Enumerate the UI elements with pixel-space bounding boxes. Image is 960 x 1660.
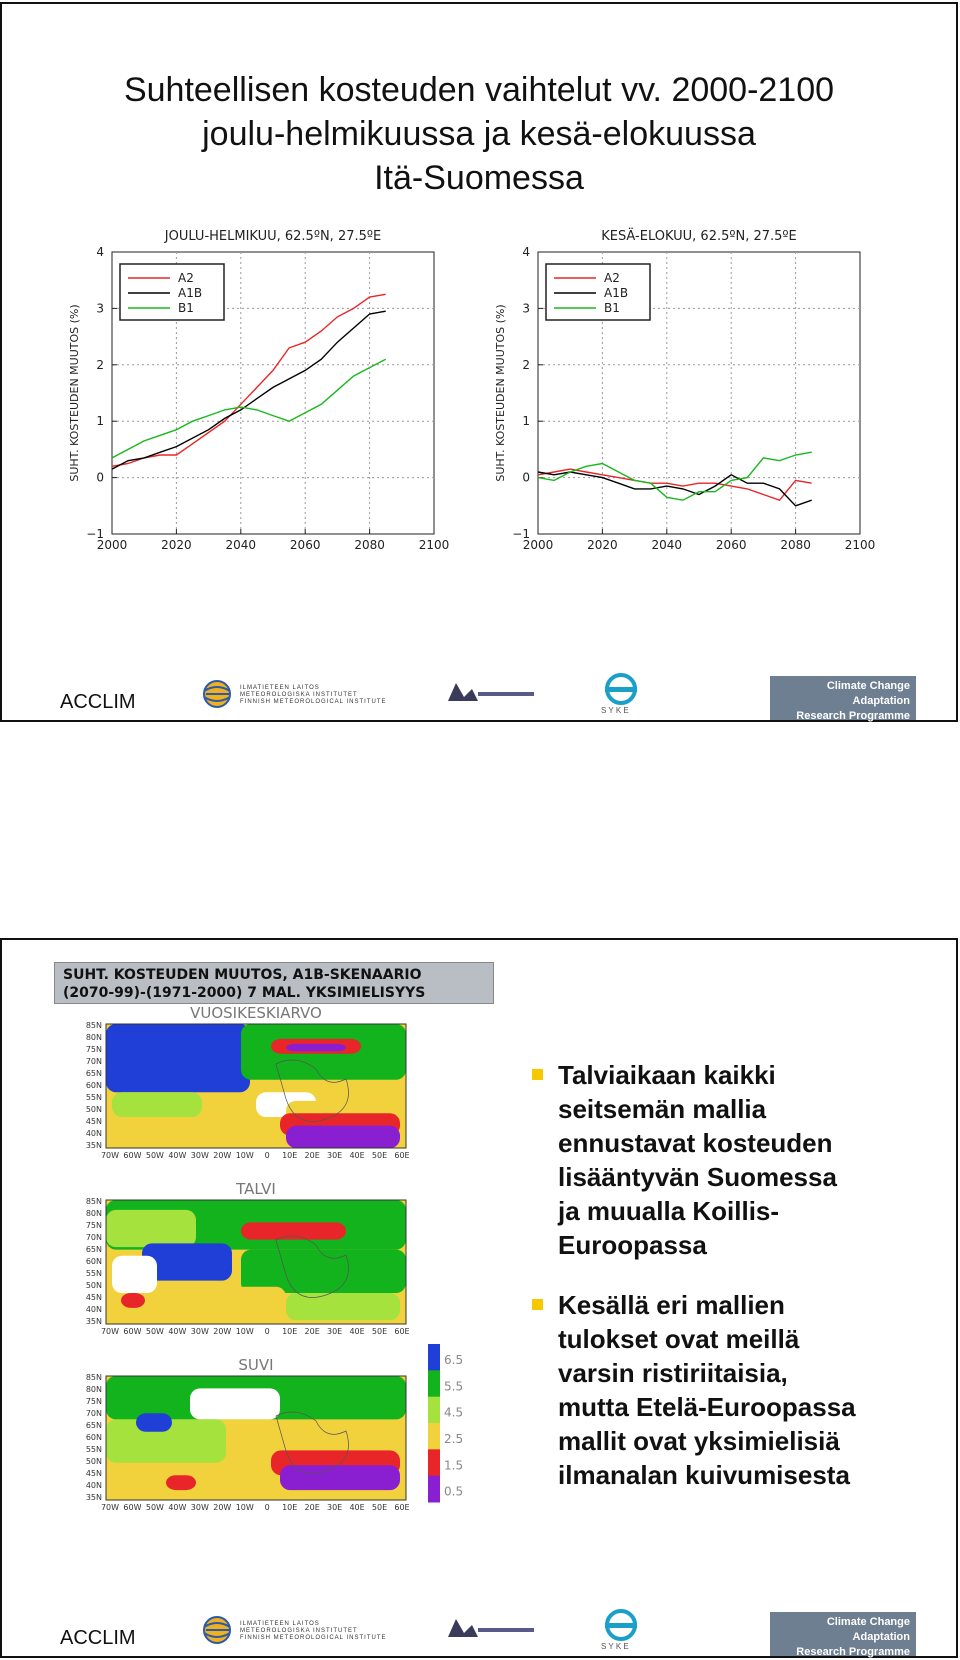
y-tick-label: 2 [522, 357, 530, 372]
legend-label: A1B [178, 286, 203, 300]
lon-label: 30E [326, 1151, 343, 1160]
x-tick-label: 2100 [418, 538, 450, 552]
lon-label: 60W [123, 1327, 142, 1336]
map-region [112, 1092, 202, 1117]
fmi-line-3: FINNISH METEOROLOGICAL INSTITUTE [240, 1635, 387, 1641]
lon-label: 30E [326, 1503, 343, 1512]
university-logo [442, 679, 542, 712]
map-panel-title: VUOSIKESKIARVO [190, 1004, 322, 1022]
map-panel-title: SUVI [238, 1356, 274, 1374]
legend-box [546, 264, 650, 320]
fmi-logo-icon [202, 679, 238, 709]
bullet-square-icon [532, 1299, 543, 1310]
y-tick-label: 2 [96, 357, 104, 372]
lon-label: 20W [213, 1327, 232, 1336]
x-tick-label: 2020 [587, 538, 618, 552]
lon-label: 50E [371, 1327, 388, 1336]
x-tick-label: 2020 [161, 538, 192, 552]
lon-label: 60E [394, 1503, 410, 1512]
lon-label: 50W [145, 1327, 164, 1336]
map-header-line-1: SUHT. KOSTEUDEN MUUTOS, A1B-SKENAARIO [63, 967, 422, 983]
fmi-line-3: FINNISH METEOROLOGICAL INSTITUTE [240, 699, 387, 705]
y-tick-label: 0 [96, 470, 104, 485]
lon-label: 20W [213, 1503, 232, 1512]
footer-acclim-label: ACCLIM [60, 1627, 136, 1649]
lon-label: 50W [145, 1503, 164, 1512]
map-panel-title: TALVI [236, 1180, 276, 1198]
lat-label: 60N [85, 1257, 102, 1266]
syke-logo [597, 673, 647, 720]
syke-logo-icon [597, 673, 647, 715]
map-header-line-2: (2070-99)-(1971-2000) 7 MAL. YKSIMIELISYYS [63, 985, 426, 1001]
lat-label: 85N [85, 1021, 102, 1030]
x-tick-label: 2080 [354, 538, 385, 552]
lon-label: 10E [282, 1151, 298, 1160]
x-tick-label: 2040 [225, 538, 257, 552]
colorbar-swatch [428, 1344, 440, 1371]
lat-label: 40N [85, 1129, 102, 1138]
colorbar-swatch [428, 1397, 440, 1424]
lat-label: 35N [85, 1317, 102, 1326]
legend-label: A2 [604, 271, 620, 285]
ccarp-line-2: Research Programme [796, 1646, 910, 1658]
fmi-line-2: METEOROLOGISKA INSTITUTET [240, 692, 358, 698]
map-panel [86, 1180, 410, 1336]
fmi-logo [202, 679, 387, 714]
x-tick-label: 2000 [96, 538, 128, 552]
chart-title: JOULU-HELMIKUU, 62.5ºN, 27.5ºE [164, 229, 382, 244]
lat-label: 85N [85, 1197, 102, 1206]
lat-label: 75N [85, 1045, 102, 1054]
lat-label: 35N [85, 1493, 102, 1502]
legend-label: A2 [178, 271, 194, 285]
lon-label: 50E [371, 1503, 388, 1512]
y-axis-label: SUHT. KOSTEUDEN MUUTOS (%) [494, 304, 507, 482]
lon-label: 10W [235, 1503, 254, 1512]
bullet-summer [532, 1288, 932, 1492]
lat-label: 75N [85, 1397, 102, 1406]
lon-label: 20E [304, 1503, 320, 1512]
lon-label: 40E [349, 1151, 365, 1160]
lon-label: 30W [190, 1327, 209, 1336]
lat-label: 50N [85, 1105, 102, 1114]
lon-label: 20E [304, 1327, 320, 1336]
map-region [241, 1222, 346, 1239]
title-line-1: Suhteellisen kosteuden vaihtelut vv. 2000-2100 [123, 71, 835, 109]
lat-label: 80N [85, 1385, 102, 1394]
syke-logo [597, 1609, 647, 1656]
fmi-line-2: METEOROLOGISKA INSTITUTET [240, 1628, 358, 1634]
y-tick-label: −1 [86, 527, 104, 541]
colorbar-swatch [428, 1370, 440, 1397]
lon-label: 10E [282, 1503, 298, 1512]
lon-label: 70W [100, 1327, 120, 1336]
lat-label: 50N [85, 1281, 102, 1290]
bullet-list [532, 1058, 932, 1518]
legend-label: A1B [604, 286, 629, 300]
lon-label: 60W [123, 1503, 142, 1512]
colorbar-swatch [428, 1476, 440, 1503]
ccarp-line-1: Climate Change Adaptation [826, 1616, 910, 1643]
map-region [286, 1044, 346, 1051]
x-tick-label: 2060 [289, 538, 321, 552]
slide-2 [0, 938, 958, 1658]
colorbar-label: 0.5 [444, 1484, 464, 1499]
lon-label: 40E [349, 1327, 365, 1336]
title-line-2: joulu-helmikuussa ja kesä-elokuussa [202, 115, 756, 153]
colorbar-swatch [428, 1423, 440, 1450]
syke-text: S Y K E [601, 1642, 629, 1651]
university-logo-icon [442, 679, 542, 707]
y-tick-label: 3 [96, 301, 104, 316]
bullet-text: Kesällä eri mallien tulokset ovat meillä varsin ristiriitaisia, mutta Etelä-Euroopassa mallit ovat yksimielisiä ilmanalan kuivumisesta [558, 1290, 856, 1490]
lat-label: 35N [85, 1141, 102, 1150]
map-region [196, 1287, 286, 1318]
map-region [286, 1293, 400, 1320]
lon-label: 20W [213, 1151, 232, 1160]
winter-humidity-chart [60, 226, 460, 586]
map-region [112, 1256, 157, 1293]
chart-legend [120, 264, 224, 320]
lon-label: 50W [145, 1151, 164, 1160]
ccarp-logo [770, 676, 916, 720]
x-tick-label: 2040 [651, 538, 683, 552]
colorbar-label: 6.5 [444, 1353, 464, 1367]
university-logo [442, 1615, 542, 1648]
y-tick-label: 3 [522, 301, 530, 316]
lat-label: 45N [85, 1117, 102, 1126]
lon-label: 10E [282, 1327, 298, 1336]
slide-title [2, 68, 956, 200]
ccarp-logo [770, 1612, 916, 1656]
footer [2, 1602, 956, 1656]
lon-label: 20E [304, 1151, 320, 1160]
ccarp-line-2: Research Programme [796, 710, 910, 722]
map-region [166, 1475, 196, 1490]
map-panel [86, 1356, 410, 1512]
lat-label: 50N [85, 1457, 102, 1466]
lon-label: 30E [326, 1327, 343, 1336]
fmi-line-1: ILMATIETEEN LAITOS [240, 685, 320, 691]
map-region [121, 1293, 145, 1308]
syke-logo-icon [597, 1609, 647, 1651]
x-tick-label: 2000 [522, 538, 554, 552]
slide-1 [0, 2, 958, 722]
y-tick-label: 4 [96, 245, 104, 259]
fmi-logo-icon [202, 1615, 238, 1645]
footer [2, 666, 956, 720]
map-region [190, 1388, 280, 1419]
lon-label: 60E [394, 1327, 410, 1336]
y-tick-label: −1 [512, 527, 530, 541]
bullet-winter [532, 1058, 932, 1262]
map-region [106, 1024, 250, 1092]
lat-label: 40N [85, 1305, 102, 1314]
y-axis-label: SUHT. KOSTEUDEN MUUTOS (%) [68, 304, 81, 482]
lon-label: 40W [168, 1503, 187, 1512]
y-tick-label: 0 [522, 470, 530, 485]
title-line-3: Itä-Suomessa [374, 159, 584, 197]
y-tick-label: 1 [522, 414, 530, 429]
lat-label: 55N [85, 1269, 102, 1278]
x-tick-label: 2080 [780, 538, 811, 552]
lon-label: 70W [100, 1151, 120, 1160]
colorbar-label: 4.5 [444, 1405, 464, 1420]
lon-label: 0 [264, 1151, 270, 1160]
lon-label: 60W [123, 1151, 142, 1160]
lon-label: 40E [349, 1503, 365, 1512]
y-tick-label: 1 [96, 414, 104, 429]
lon-label: 30W [190, 1503, 209, 1512]
lon-label: 50E [371, 1151, 388, 1160]
lat-label: 60N [85, 1433, 102, 1442]
lat-label: 65N [85, 1421, 102, 1430]
university-logo-icon [442, 1615, 542, 1643]
colorbar-label: 1.5 [444, 1458, 464, 1473]
footer-acclim-label: ACCLIM [60, 691, 136, 713]
syke-text: S Y K E [601, 706, 629, 715]
lon-label: 0 [264, 1503, 270, 1512]
lat-label: 75N [85, 1221, 102, 1230]
lat-label: 70N [85, 1057, 102, 1066]
lon-label: 10W [235, 1151, 254, 1160]
y-tick-label: 4 [522, 245, 530, 259]
map-panel [86, 1004, 410, 1160]
agreement-maps [52, 964, 502, 1524]
lat-label: 70N [85, 1233, 102, 1242]
lon-label: 40W [168, 1327, 187, 1336]
legend-label: B1 [604, 301, 620, 315]
x-tick-label: 2060 [715, 538, 747, 552]
colorbar-label: 5.5 [444, 1379, 464, 1394]
lat-label: 80N [85, 1033, 102, 1042]
x-tick-label: 2100 [844, 538, 876, 552]
lon-label: 40W [168, 1151, 187, 1160]
lat-label: 55N [85, 1445, 102, 1454]
lat-label: 45N [85, 1469, 102, 1478]
colorbar-label: 2.5 [444, 1432, 464, 1446]
ccarp-line-1: Climate Change Adaptation [826, 680, 910, 707]
lon-label: 60E [394, 1151, 410, 1160]
lat-label: 45N [85, 1293, 102, 1302]
summer-humidity-chart [486, 226, 886, 586]
lon-label: 10W [235, 1327, 254, 1336]
lat-label: 80N [85, 1209, 102, 1218]
chart-title: KESÄ-ELOKUU, 62.5ºN, 27.5ºE [601, 229, 797, 244]
fmi-line-1: ILMATIETEEN LAITOS [240, 1621, 320, 1627]
map-region [136, 1413, 172, 1432]
map-region [286, 1126, 400, 1148]
bullet-text: Talviaikaan kaikki seitsemän mallia ennustavat kosteuden lisääntyvän Suomessa ja muualla Koillis- Euroopassa [558, 1060, 837, 1260]
legend-box [120, 264, 224, 320]
colorbar-swatch [428, 1449, 440, 1476]
chart-legend [546, 264, 650, 320]
lat-label: 55N [85, 1093, 102, 1102]
map-region [241, 1250, 406, 1293]
lon-label: 70W [100, 1503, 120, 1512]
legend-label: B1 [178, 301, 194, 315]
lon-label: 0 [264, 1327, 270, 1336]
lat-label: 60N [85, 1081, 102, 1090]
map-region [106, 1210, 196, 1247]
lat-label: 40N [85, 1481, 102, 1490]
bullet-square-icon [532, 1069, 543, 1080]
lat-label: 65N [85, 1245, 102, 1254]
fmi-logo [202, 1615, 387, 1650]
lat-label: 85N [85, 1373, 102, 1382]
lon-label: 30W [190, 1151, 209, 1160]
lat-label: 70N [85, 1409, 102, 1418]
lat-label: 65N [85, 1069, 102, 1078]
